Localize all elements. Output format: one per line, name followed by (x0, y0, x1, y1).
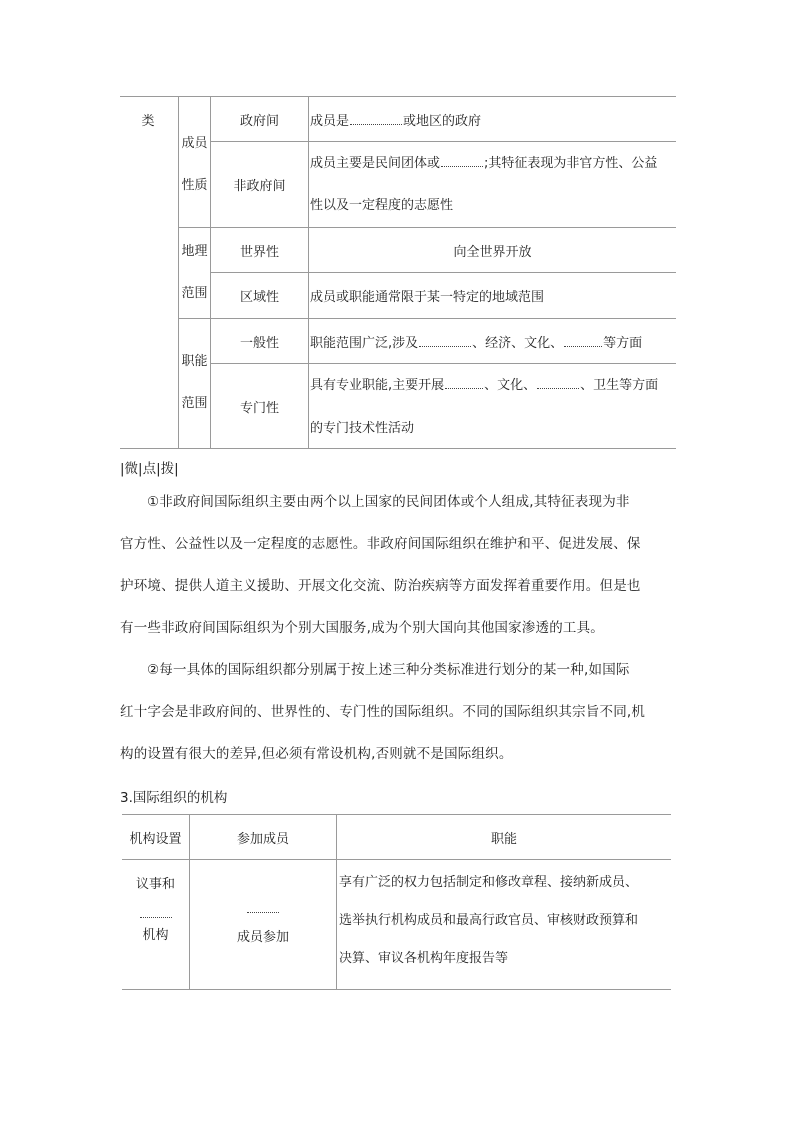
fill-blank (140, 903, 172, 918)
fill-blank (537, 377, 579, 389)
desc-global: 向全世界开放 (453, 244, 532, 260)
fill-blank (445, 377, 483, 389)
type-nongovernmental: 非政府间 (233, 179, 286, 194)
fill-blank (419, 335, 471, 347)
fill-blank (564, 335, 602, 347)
cell-deliberative-body: 议事和 机构 (135, 877, 175, 943)
desc-regional: 成员或职能通常限于某一特定的地域范围 (310, 290, 545, 305)
type-regional: 区域性 (239, 290, 279, 305)
fill-blank (350, 113, 402, 125)
cell-function-desc: 享有广泛的权力包括制定和修改章程、接纳新成员、 选举执行机构成员和最高行政官员、审核财政预算和 决算、审议各机构年度报告等 (339, 875, 639, 966)
tip-paragraph-2: ②每一具体的国际组织都分别属于按上述三种分类标准进行划分的某一种,如国际 红十字会是非政府间的、世界性的、专门性的国际组织。不同的国际组织其宗旨不同,机 构的设置有很大的差异,但必须有常设机构,否则就不是国际组织。 (120, 662, 646, 762)
tip-heading: |微|点|拨| (120, 461, 179, 477)
header-institution: 机构设置 (129, 831, 182, 847)
cell-members-participation: 成员参加 (190, 896, 336, 952)
group-member-nature: 成员 性质 (181, 136, 208, 193)
type-global: 世界性 (239, 244, 279, 260)
fill-blank (441, 155, 483, 167)
desc-nongovernmental: 成员主要是民间团体或 ;其特征表现为非官方性、公益 性以及一定程度的志愿性 (310, 156, 658, 213)
header-members: 参加成员 (236, 831, 289, 847)
type-general: 一般性 (239, 335, 279, 351)
desc-general: 职能范围广泛,涉及 、经济、文化、 等方面 (310, 335, 643, 351)
desc-intergovernmental: 成员是 或地区的政府 (310, 113, 482, 129)
desc-specialized: 具有专业职能,主要开展 、文化、 、卫生等方面 的专门技术性活动 (310, 378, 659, 436)
fill-blank (247, 904, 279, 913)
section-3-title: 3.国际组织的机构 (120, 790, 228, 806)
header-function: 职能 (490, 831, 517, 847)
group-function-scope: 职能 范围 (181, 354, 208, 411)
type-intergovernmental: 政府间 (239, 113, 279, 129)
tip-paragraph-1: ①非政府间国际组织主要由两个以上国家的民间团体或个人组成,其特征表现为非 官方性、公益性以及一定程度的志愿性。非政府间国际组织在维护和平、促进发展、保 护环境、提供人道主义援助、开展文化交流、防治疾病等方面发挥着重要作用。但是也 有一些非政府间国际组织为个别大国服务,成为个别大国向其他国家渗透的工具。 (120, 494, 641, 636)
group-geographic-scope: 地理 范围 (181, 244, 208, 301)
type-specialized: 专门性 (239, 400, 279, 416)
category-label: 类 (141, 113, 155, 129)
